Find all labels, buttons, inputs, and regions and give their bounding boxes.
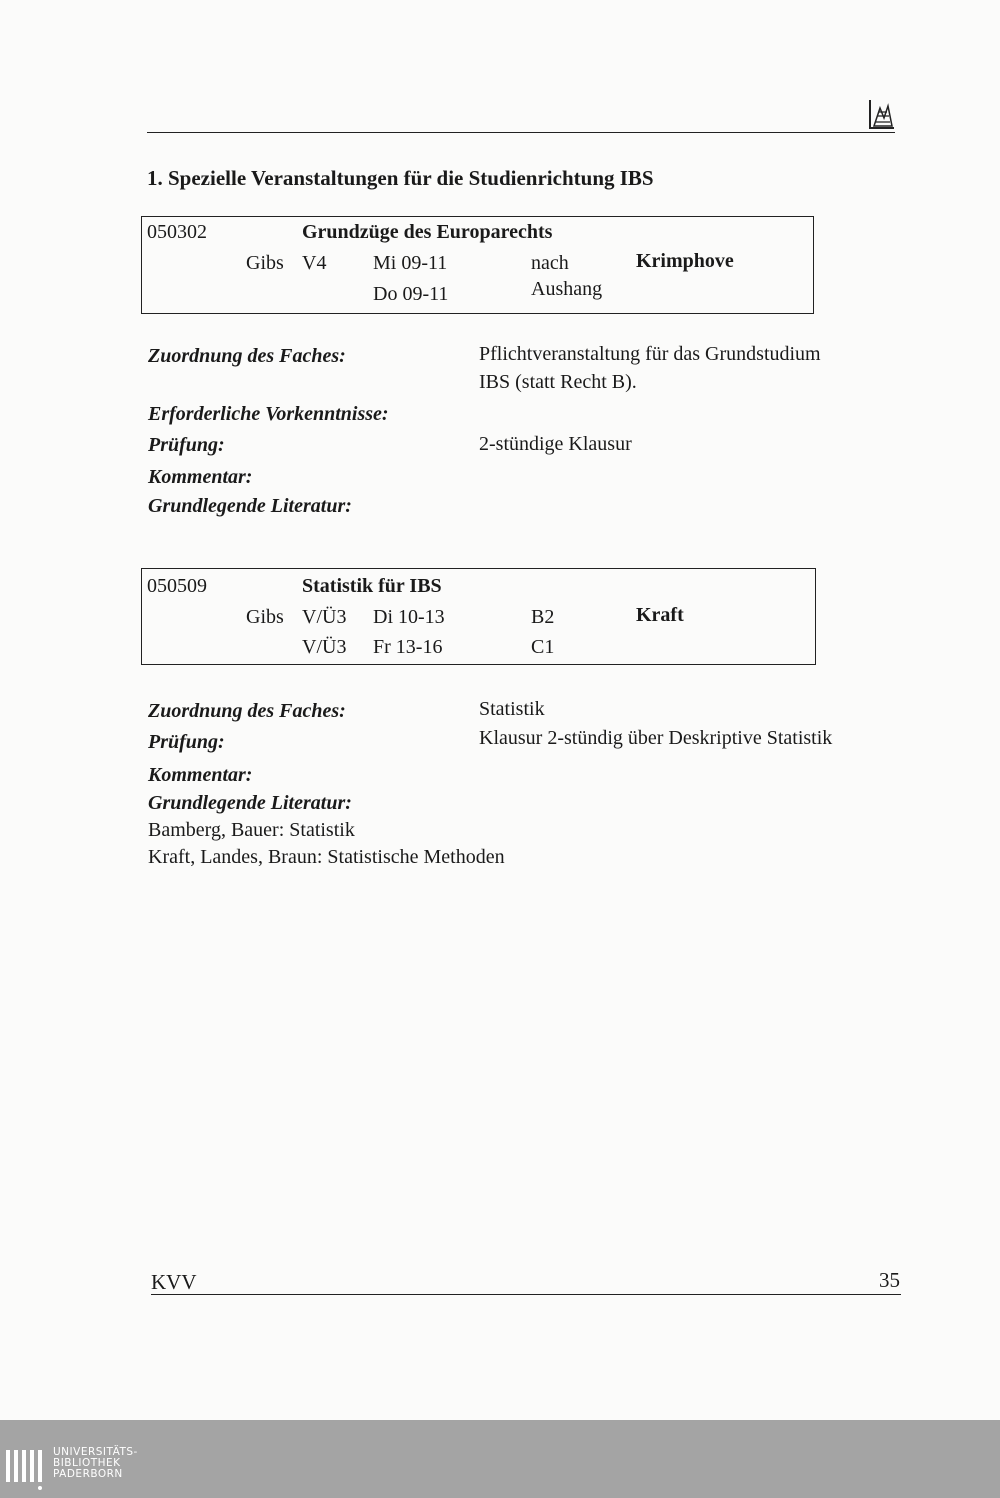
detail-value: Pflichtveranstaltung für das Grundstudium xyxy=(479,343,821,365)
course-number: 050302 xyxy=(147,221,207,243)
course-lecturer: Kraft xyxy=(636,604,684,626)
course-box-050302 xyxy=(141,216,814,314)
detail-label: Erforderliche Vorkenntnisse: xyxy=(148,403,389,425)
library-banner xyxy=(0,1420,1000,1498)
literature-item: Bamberg, Bauer: Statistik xyxy=(148,819,355,841)
course-type: V4 xyxy=(302,252,327,274)
course-title: Statistik für IBS xyxy=(302,575,442,597)
detail-label: Prüfung: xyxy=(148,731,225,753)
course-program: Gibs xyxy=(246,606,284,628)
detail-label: Zuordnung des Faches: xyxy=(148,345,346,367)
course-time: Mi 09-11 xyxy=(373,252,448,274)
library-name-line: BIBLIOTHEK xyxy=(53,1457,121,1469)
library-stamp-icon xyxy=(866,96,896,132)
course-lecturer: Krimphove xyxy=(636,250,734,272)
footer-label: KVV xyxy=(151,1270,197,1294)
literature-item: Kraft, Landes, Braun: Statistische Methoden xyxy=(148,846,505,868)
course-room: Aushang xyxy=(531,278,603,300)
detail-value: Statistik xyxy=(479,698,545,720)
course-type: V/Ü3 xyxy=(302,636,347,658)
course-type: V/Ü3 xyxy=(302,606,347,628)
library-name-line: UNIVERSITÄTS- xyxy=(53,1446,138,1458)
detail-label: Kommentar: xyxy=(148,466,253,488)
header-rule xyxy=(147,132,895,133)
detail-value: Klausur 2-stündig über Deskriptive Statistik xyxy=(479,727,833,749)
course-number: 050509 xyxy=(147,575,207,597)
section-heading: 1. Spezielle Veranstaltungen für die Studienrichtung IBS xyxy=(147,166,654,190)
course-room: nach xyxy=(531,252,569,274)
course-room: C1 xyxy=(531,636,555,658)
detail-label: Kommentar: xyxy=(148,764,253,786)
library-name-line: PADERBORN xyxy=(53,1468,123,1480)
library-logo-icon xyxy=(6,1450,46,1490)
course-time: Di 10-13 xyxy=(373,606,445,628)
detail-value: IBS (statt Recht B). xyxy=(479,371,637,393)
detail-label: Prüfung: xyxy=(148,434,225,456)
detail-value: 2-stündige Klausur xyxy=(479,433,632,455)
course-room: B2 xyxy=(531,606,555,628)
footer-rule xyxy=(151,1294,901,1295)
course-time: Fr 13-16 xyxy=(373,636,443,658)
page-number: 35 xyxy=(879,1268,900,1292)
course-title: Grundzüge des Europarechts xyxy=(302,221,553,243)
library-name xyxy=(53,1447,138,1480)
course-program: Gibs xyxy=(246,252,284,274)
course-time: Do 09-11 xyxy=(373,283,449,305)
detail-label: Grundlegende Literatur: xyxy=(148,495,352,517)
detail-label: Grundlegende Literatur: xyxy=(148,792,352,814)
detail-label: Zuordnung des Faches: xyxy=(148,700,346,722)
course-box-050509 xyxy=(141,568,816,665)
